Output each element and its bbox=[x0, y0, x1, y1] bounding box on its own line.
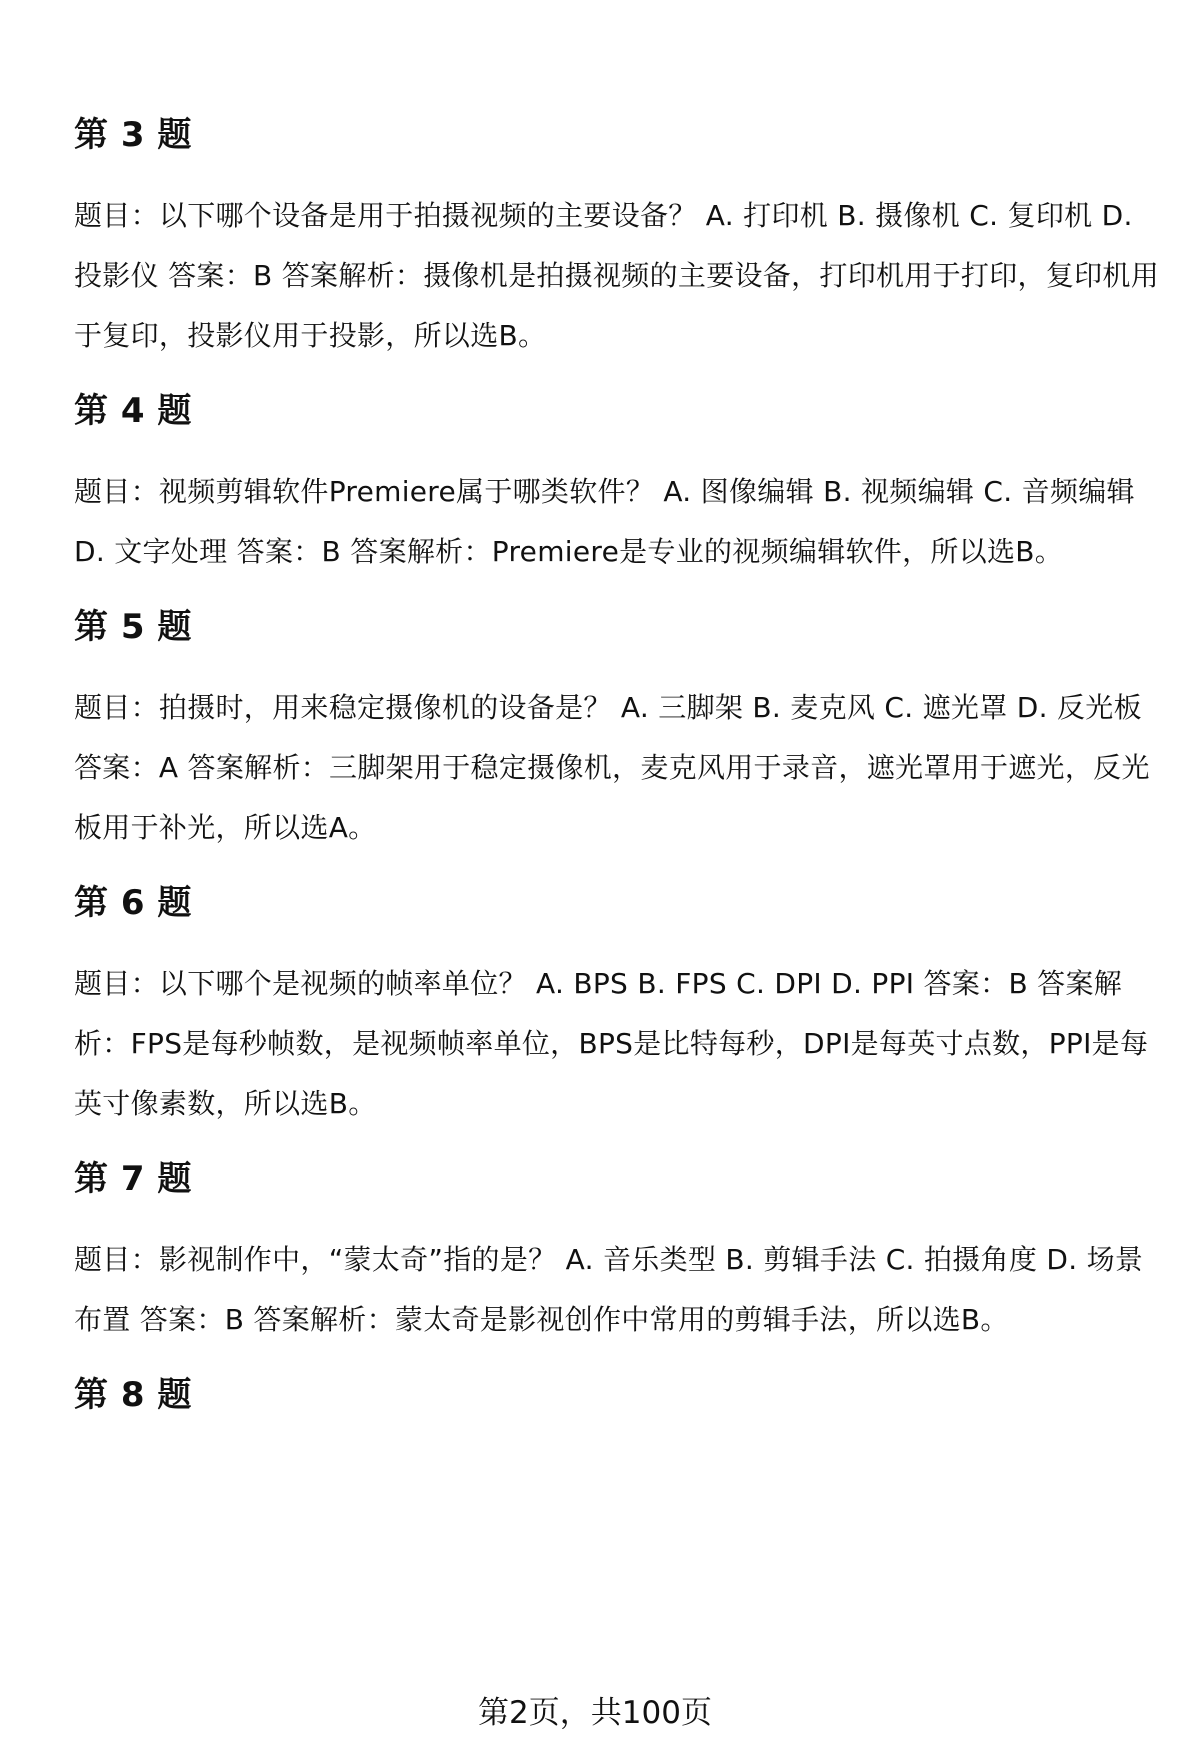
page-number: 第2页，共100页 bbox=[478, 1695, 712, 1731]
question-body: 题目：拍摄时，用来稳定摄像机的设备是？ A. 三脚架 B. 麦克风 C. 遮光罩 D. 反光板 答案：A 答案解析：三脚架用于稳定摄像机，麦克风用于录音，遮光罩用于遮光，反光板用于补光，所以选A。 bbox=[74, 691, 1150, 844]
question-title: 第 4 题 bbox=[74, 391, 192, 431]
question-title: 第 6 题 bbox=[74, 883, 192, 923]
question-title: 第 5 题 bbox=[74, 607, 192, 647]
question-5 bbox=[74, 606, 1164, 858]
question-body: 题目：影视制作中，“蒙太奇”指的是？ A. 音乐类型 B. 剪辑手法 C. 拍摄角度 D. 场景布置 答案：B 答案解析：蒙太奇是影视创作中常用的剪辑手法，所以选B。 bbox=[74, 1243, 1144, 1336]
question-title: 第 8 题 bbox=[74, 1375, 192, 1415]
question-title: 第 7 题 bbox=[74, 1159, 192, 1199]
question-body: 题目：视频剪辑软件Premiere属于哪类软件？ A. 图像编辑 B. 视频编辑 C. 音频编辑 D. 文字处理 答案：B 答案解析：Premiere是专业的视频编辑软件，所以选B。 bbox=[74, 475, 1135, 568]
question-list bbox=[74, 96, 1164, 1446]
question-title: 第 3 题 bbox=[74, 115, 192, 155]
question-7 bbox=[74, 1158, 1164, 1350]
question-4 bbox=[74, 390, 1164, 582]
question-3 bbox=[74, 114, 1164, 366]
question-6 bbox=[74, 882, 1164, 1134]
question-8 bbox=[74, 1374, 1164, 1416]
question-body: 题目：以下哪个是视频的帧率单位？ A. BPS B. FPS C. DPI D. PPI 答案：B 答案解析：FPS是每秒帧数，是视频帧率单位，BPS是比特每秒，DPI是每英寸点数，PPI是每英寸像素数，所以选B。 bbox=[74, 967, 1149, 1120]
question-body: 题目：以下哪个设备是用于拍摄视频的主要设备？ A. 打印机 B. 摄像机 C. 复印机 D. 投影仪 答案：B 答案解析：摄像机是拍摄视频的主要设备，打印机用于打印，复印机用于复印，投影仪用于投影，所以选B。 bbox=[74, 199, 1160, 352]
